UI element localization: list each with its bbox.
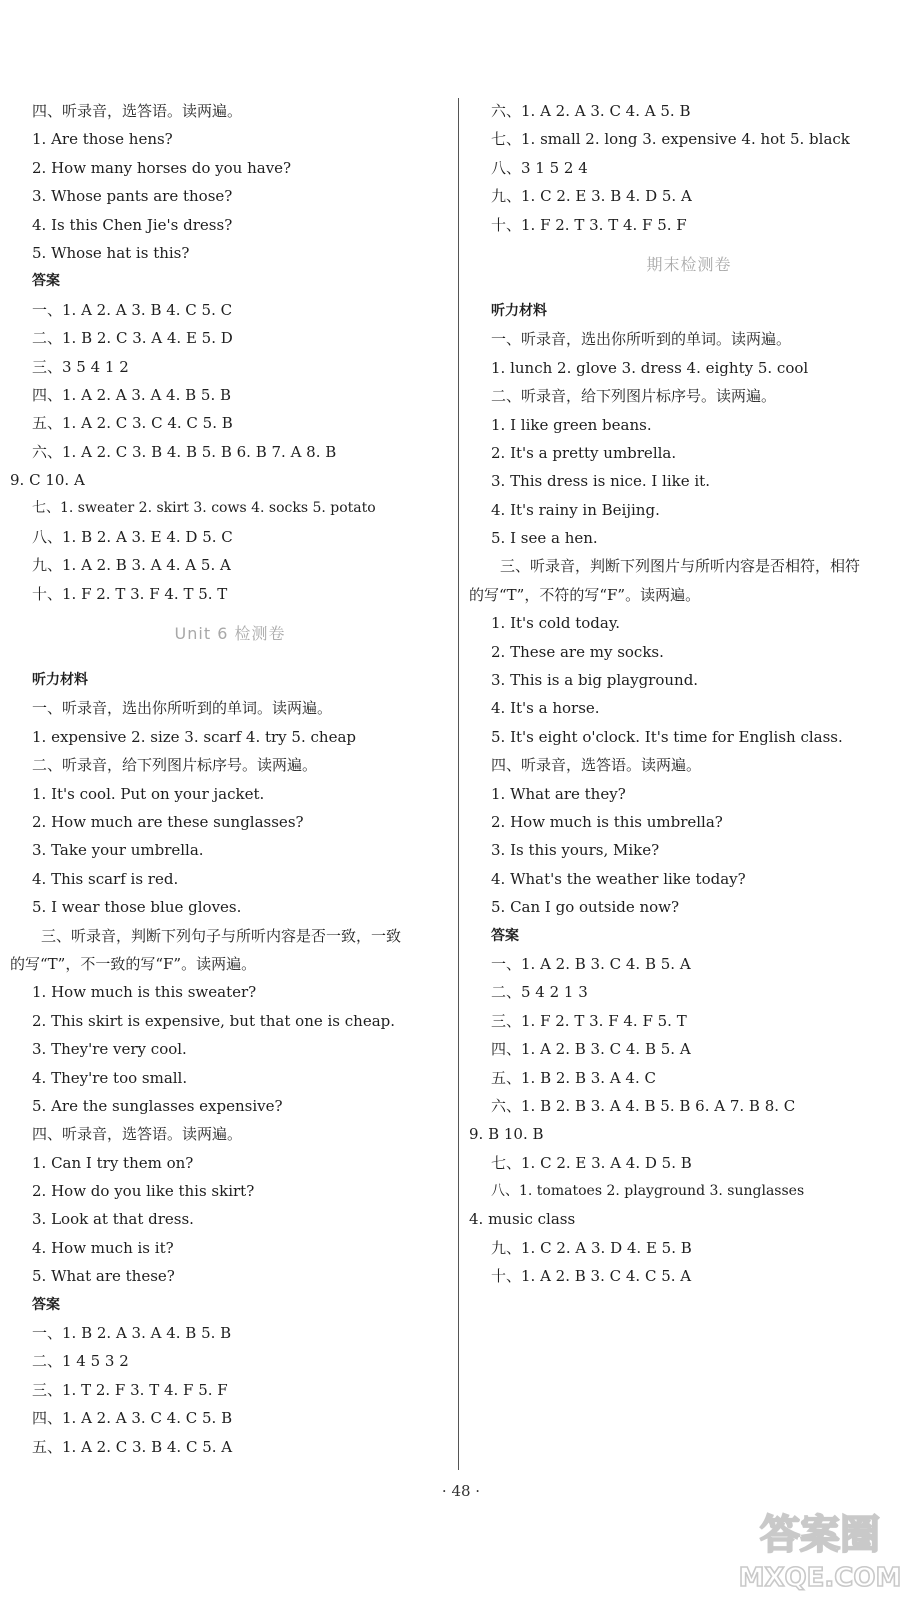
text-line: 1. Can I try them on? (32, 1153, 194, 1172)
section-spacer (10, 652, 450, 666)
text-line: 2. It's a pretty umbrella. (491, 443, 677, 462)
text-line: 四、听录音，选答语。读两遍。 (491, 756, 702, 775)
text-line: 2. How many horses do you have? (32, 158, 292, 177)
text-line: 3. This dress is nice. I like it. (491, 472, 710, 491)
text-line: 5. Are the sunglasses expensive? (32, 1096, 283, 1115)
text-line: 3. Is this yours, Mike? (491, 841, 660, 860)
page-number: · 48 · (441, 1482, 481, 1500)
text-line: 三、1. F 2. T 3. F 4. F 5. T (491, 1011, 687, 1030)
watermark-logo (730, 1500, 910, 1595)
text-line: 4. music class (469, 1210, 576, 1229)
text-line: 七、1. small 2. long 3. expensive 4. hot 5. black (491, 130, 850, 149)
text-line: 3. Whose pants are those? (32, 187, 233, 206)
text-line: 四、1. A 2. B 3. C 4. B 5. A (491, 1040, 691, 1059)
text-line: 4. What's the weather like today? (491, 869, 746, 888)
watermark-icon (730, 1500, 910, 1595)
text-line: 5. I see a hen. (491, 529, 598, 548)
text-line: 五、1. A 2. C 3. C 4. C 5. B (32, 414, 233, 433)
text-line: 二、听录音，给下列图片标序号。读两遍。 (491, 387, 777, 406)
text-line: 四、1. A 2. A 3. A 4. B 5. B (32, 385, 232, 404)
text-line: 五、1. B 2. B 3. A 4. C (491, 1068, 656, 1087)
section-heading: 听力材料 (32, 672, 88, 689)
text-line: 5. It's eight o'clock. It's time for English class. (491, 727, 843, 746)
text-line: 六、1. A 2. A 3. C 4. A 5. B (491, 102, 691, 120)
text-line: 2. This skirt is expensive, but that one is cheap. (32, 1011, 396, 1030)
section-title: 期末检测卷 (646, 254, 732, 274)
text-line: 1. lunch 2. glove 3. dress 4. eighty 5. cool (491, 358, 809, 377)
section-heading: 答案 (32, 273, 60, 290)
text-line: 2. These are my socks. (491, 642, 664, 661)
text-line: 六、1. A 2. C 3. B 4. B 5. B 6. B 7. A 8. B (32, 442, 337, 461)
text-line: 七、1. C 2. E 3. A 4. D 5. B (491, 1153, 692, 1172)
text-line: 四、听录音，选答语。读两遍。 (32, 1125, 243, 1144)
text-line: 2. How do you like this skirt? (32, 1182, 255, 1201)
text-line: 九、1. C 2. E 3. B 4. D 5. A (491, 187, 692, 206)
text-line: 三、听录音，判断下列图片与所听内容是否相符，相符 (500, 557, 861, 576)
section-heading: 听力材料 (491, 302, 547, 319)
text-line: 3. This is a big playground. (491, 671, 699, 690)
text-line: 1. I like green beans. (491, 415, 652, 434)
section-heading: 答案 (32, 1296, 60, 1313)
text-line: 二、听录音，给下列图片标序号。读两遍。 (32, 756, 318, 775)
text-line: 的写“T”，不一致的写“F”。读两遍。 (10, 954, 257, 973)
text-line: 一、1. A 2. B 3. C 4. B 5. A (491, 954, 691, 973)
text-line: 2. How much is this umbrella? (491, 812, 723, 831)
text-line: 3. They're very cool. (32, 1040, 187, 1059)
text-line: 一、1. A 2. A 3. B 4. C 5. C (32, 300, 233, 319)
text-line: 4. They're too small. (32, 1068, 188, 1087)
text-line: 4. This scarf is red. (32, 869, 179, 888)
text-line: 八、1. tomatoes 2. playground 3. sunglasses (491, 1183, 805, 1200)
text-line: 三、听录音，判断下列句子与所听内容是否一致，一致 (41, 926, 402, 945)
text-line: 5. I wear those blue gloves. (32, 898, 242, 917)
text-line: 的写“T”，不符的写“F”。读两遍。 (469, 585, 701, 604)
text-line: 一、听录音，选出你所听到的单词。读两遍。 (491, 330, 792, 349)
text-line: 四、听录音，选答语。读两遍。 (32, 102, 243, 120)
text-line: 1. It's cold today. (491, 614, 621, 633)
text-line: 七、1. sweater 2. skirt 3. cows 4. socks 5. potato (32, 500, 376, 517)
text-line: 五、1. A 2. C 3. B 4. C 5. A (32, 1437, 233, 1456)
text-line: 九、1. C 2. A 3. D 4. E 5. B (491, 1238, 692, 1257)
text-line: 八、3 1 5 2 4 (491, 158, 588, 177)
text-line: 5. Can I go outside now? (491, 898, 680, 917)
section-heading: 答案 (491, 927, 519, 944)
text-line: 4. How much is it? (32, 1238, 174, 1257)
watermark-top-text: 答案圈 (760, 1512, 880, 1558)
left-column (10, 97, 450, 1461)
text-line: 4. It's a horse. (491, 699, 600, 718)
text-line: 二、5 4 2 1 3 (491, 983, 588, 1002)
text-line: 十、1. A 2. B 3. C 4. C 5. A (491, 1267, 692, 1286)
text-line: 9. B 10. B (469, 1125, 544, 1144)
text-line: 4. Is this Chen Jie's dress? (32, 215, 233, 234)
text-line: 六、1. B 2. B 3. A 4. B 5. B 6. A 7. B 8. C (491, 1096, 796, 1115)
text-line: 2. How much are these sunglasses? (32, 812, 304, 831)
text-line: 一、听录音，选出你所听到的单词。读两遍。 (32, 699, 333, 718)
text-line: 二、1 4 5 3 2 (32, 1352, 129, 1371)
text-line: 八、1. B 2. A 3. E 4. D 5. C (32, 527, 233, 546)
text-line: 1. Are those hens? (32, 130, 173, 149)
text-line: 1. What are they? (491, 784, 626, 803)
watermark-bottom-text: MXQE.COM (738, 1563, 902, 1593)
text-line: 3. Take your umbrella. (32, 841, 204, 860)
text-line: 5. What are these? (32, 1267, 175, 1286)
column-divider (458, 98, 459, 1470)
text-line: 二、1. B 2. C 3. A 4. E 5. D (32, 329, 233, 348)
text-line: 九、1. A 2. B 3. A 4. A 5. A (32, 556, 231, 575)
text-line: 三、1. T 2. F 3. T 4. F 5. F (32, 1380, 228, 1399)
text-line: 1. How much is this sweater? (32, 983, 257, 1002)
text-line: 十、1. F 2. T 3. F 4. T 5. T (32, 584, 228, 603)
text-line: 四、1. A 2. A 3. C 4. C 5. B (32, 1409, 233, 1428)
section-spacer (469, 283, 909, 297)
text-line: 4. It's rainy in Beijing. (491, 500, 660, 519)
text-line: 三、3 5 4 1 2 (32, 357, 129, 376)
text-line: 1. It's cool. Put on your jacket. (32, 784, 265, 803)
text-line: 1. expensive 2. size 3. scarf 4. try 5. cheap (32, 727, 356, 746)
text-line: 3. Look at that dress. (32, 1210, 194, 1229)
section-title: Unit 6 检测卷 (174, 624, 286, 644)
text-line: 十、1. F 2. T 3. T 4. F 5. F (491, 215, 687, 234)
text-line: 9. C 10. A (10, 471, 85, 490)
text-line: 一、1. B 2. A 3. A 4. B 5. B (32, 1324, 232, 1343)
right-column (469, 97, 909, 1291)
text-line: 5. Whose hat is this? (32, 243, 190, 262)
